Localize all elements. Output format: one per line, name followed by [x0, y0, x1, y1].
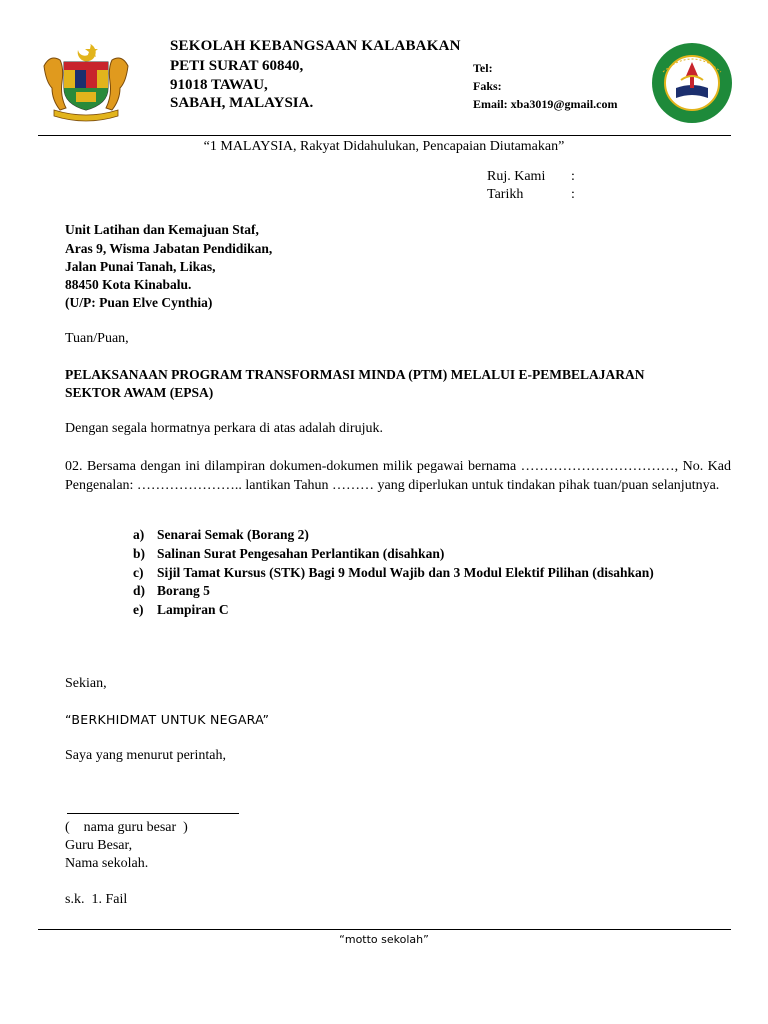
- enclosure-item: [133, 527, 309, 543]
- recipient-line-4: 88450 Kota Kinabalu.: [65, 277, 192, 292]
- enclosure-item: [133, 583, 210, 599]
- enclosure-text: Borang 5: [157, 583, 210, 598]
- enclosure-marker: e): [133, 602, 144, 617]
- fax-label: Faks:: [473, 79, 502, 93]
- enclosure-item: [133, 565, 654, 581]
- enclosure-marker: a): [133, 527, 145, 542]
- closing-sekian: Sekian,: [65, 676, 107, 691]
- enclosure-item: [133, 602, 229, 618]
- malaysia-coat-of-arms-icon: [36, 36, 136, 122]
- enclosure-text: Lampiran C: [157, 602, 229, 617]
- recipient-line-1: Unit Latihan dan Kemajuan Staf,: [65, 222, 259, 237]
- date-label: Tarikh: [487, 187, 524, 202]
- date-colon: :: [571, 187, 575, 202]
- header-divider: [38, 135, 731, 136]
- closing-statement: Saya yang menurut perintah,: [65, 748, 226, 763]
- enclosure-text: Senarai Semak (Borang 2): [157, 527, 309, 542]
- signature-line: [67, 813, 239, 814]
- tel-label: Tel:: [473, 61, 493, 75]
- signatory-title: Guru Besar,: [65, 838, 133, 853]
- enclosure-marker: d): [133, 583, 146, 598]
- recipient-line-5: (U/P: Puan Elve Cynthia): [65, 295, 213, 310]
- footer-motto: “motto sekolah”: [339, 933, 429, 946]
- recipient-line-3: Jalan Punai Tanah, Likas,: [65, 259, 216, 274]
- signatory-name: ( nama guru besar ): [65, 820, 188, 835]
- slogan: “1 MALAYSIA, Rakyat Didahulukan, Pencapaian Diutamakan”: [203, 139, 565, 154]
- paragraph-2: 02. Bersama dengan ini dilampiran dokumen-dokumen milik pegawai bernama ……………………………, No. Kad Pengenalan: ………………….. lantikan Tahun ……… yang diperlukan untuk tindakan pihak tuan/puan selanjutnya.: [65, 459, 731, 493]
- paragraph-1: Dengan segala hormatnya perkara di atas adalah dirujuk.: [65, 421, 383, 436]
- address-line-3: SABAH, MALAYSIA.: [170, 95, 314, 111]
- recipient-line-2: Aras 9, Wisma Jabatan Pendidikan,: [65, 241, 273, 256]
- school-name: SEKOLAH KEBANGSAAN KALABAKAN: [170, 38, 461, 54]
- subject-line-2: SEKTOR AWAM (EPSA): [65, 385, 214, 400]
- enclosure-text: Salinan Surat Pengesahan Perlantikan (disahkan): [157, 546, 445, 561]
- salutation: Tuan/Puan,: [65, 331, 129, 346]
- subject-line-1: PELAKSANAAN PROGRAM TRANSFORMASI MINDA (PTM) MELALUI E-PEMBELAJARAN: [65, 367, 645, 382]
- copy-to: s.k. 1. Fail: [65, 892, 128, 907]
- footer-divider: [38, 929, 731, 930]
- enclosure-marker: c): [133, 565, 144, 580]
- ref-label: Ruj. Kami: [487, 169, 546, 184]
- closing-motto: “BERKHIDMAT UNTUK NEGARA”: [65, 712, 270, 727]
- address-line-1: PETI SURAT 60840,: [170, 58, 304, 74]
- email-label: Email: xba3019@gmail.com: [473, 97, 618, 111]
- school-logo-icon: [651, 42, 733, 124]
- address-line-2: 91018 TAWAU,: [170, 77, 268, 93]
- enclosure-text: Sijil Tamat Kursus (STK) Bagi 9 Modul Wajib dan 3 Modul Elektif Pilihan (disahkan): [157, 565, 654, 580]
- enclosure-item: [133, 546, 444, 562]
- ref-colon: :: [571, 169, 575, 184]
- signatory-school: Nama sekolah.: [65, 856, 149, 871]
- enclosure-marker: b): [133, 546, 146, 561]
